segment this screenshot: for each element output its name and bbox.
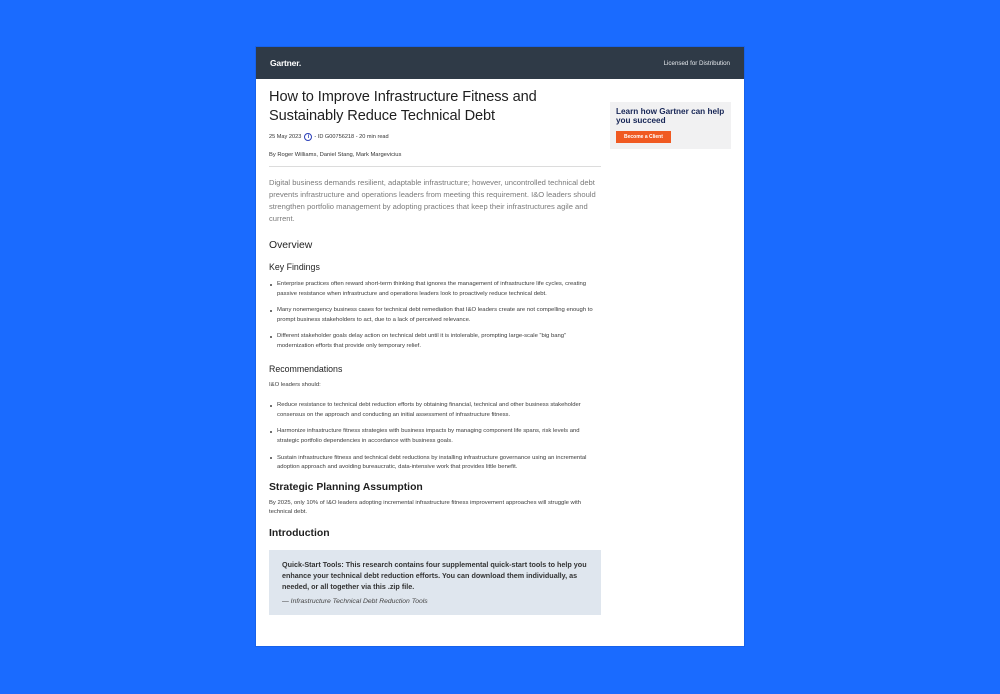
article-meta [269,133,601,141]
strategic-planning-heading: Strategic Planning Assumption [269,481,423,493]
recommendations-list [269,401,601,473]
licensed-label: Licensed for Distribution [663,59,730,67]
promo-box [610,102,731,149]
key-findings-heading: Key Findings [269,262,320,272]
sidebar [610,102,731,149]
quick-start-callout [269,550,601,615]
recommendations-heading: Recommendations [269,363,343,374]
list-item: Many nonemergency business cases for technical debt remediation that I&O leaders create are not compelling enough to prompt business stakeholders to act, due to a lack of perceived relevance. [269,306,601,325]
overview-heading: Overview [269,240,313,251]
promo-title: Learn how Gartner can help you succeed [616,107,725,125]
callout-citation: — Infrastructure Technical Debt Reduction Tools [282,597,428,605]
divider [269,166,601,167]
callout-text[interactable]: Quick-Start Tools: This research contains four supplemental quick-start tools to help you enhance your technical debt reduction efforts. You can download them individually, as needed, or all together via this .zip file. [282,559,587,591]
authors: By Roger Williams, Daniel Stang, Mark Margevicius [269,152,402,158]
list-item: Reduce resistance to technical debt reduction efforts by obtaining financial, technical and other business stakeholder consensus on the approach and conducting an initial assessment of infrastructure fitness. [269,401,601,420]
info-icon[interactable]: i [304,133,312,141]
article-main [269,79,601,615]
recommendations-intro: I&O leaders should: [269,381,321,388]
list-item: Harmonize infrastructure fitness strategies with business impacts by managing component life spans, risk levels and strategic portfolio dependencies in accordance with business goals. [269,427,601,446]
list-item: Sustain infrastructure fitness and technical debt reductions by installing infrastructure governance using an incremental adoption approach and avoiding bureaucratic, data-intensive work that provides little benefit. [269,454,601,473]
document-page [256,47,744,646]
document-id: - ID G00756218 - 20 min read [314,134,389,140]
become-client-button[interactable]: Become a Client [616,131,671,143]
summary: Digital business demands resilient, adaptable infrastructure; however, uncontrolled technical debt prevents infrastructure and operations leaders from meeting this requirement. I&O leaders should strengthen portfolio management by adopting practices that keep their infrastructures agile and current. [269,178,596,223]
strategic-planning-text: By 2025, only 10% of I&O leaders adopting incremental infrastructure fitness improvement approaches will struggle with technical debt. [269,499,582,516]
introduction-heading: Introduction [269,527,330,539]
top-bar [256,47,744,79]
publish-date: 25 May 2023 [269,134,302,140]
list-item: Different stakeholder goals delay action on technical debt until it is intolerable, prompting large-scale “big bang” modernization efforts that provide only temporary relief. [269,332,601,351]
key-findings-list [269,280,601,352]
gartner-logo[interactable]: Gartner. [270,58,301,68]
page-title: How to Improve Infrastructure Fitness and Sustainably Reduce Technical Debt [269,89,537,124]
list-item: Enterprise practices often reward short-term thinking that ignores the management of infrastructure life cycles, creating passive resistance when infrastructure and operations leaders look to proactively reduce technical debt. [269,280,601,299]
